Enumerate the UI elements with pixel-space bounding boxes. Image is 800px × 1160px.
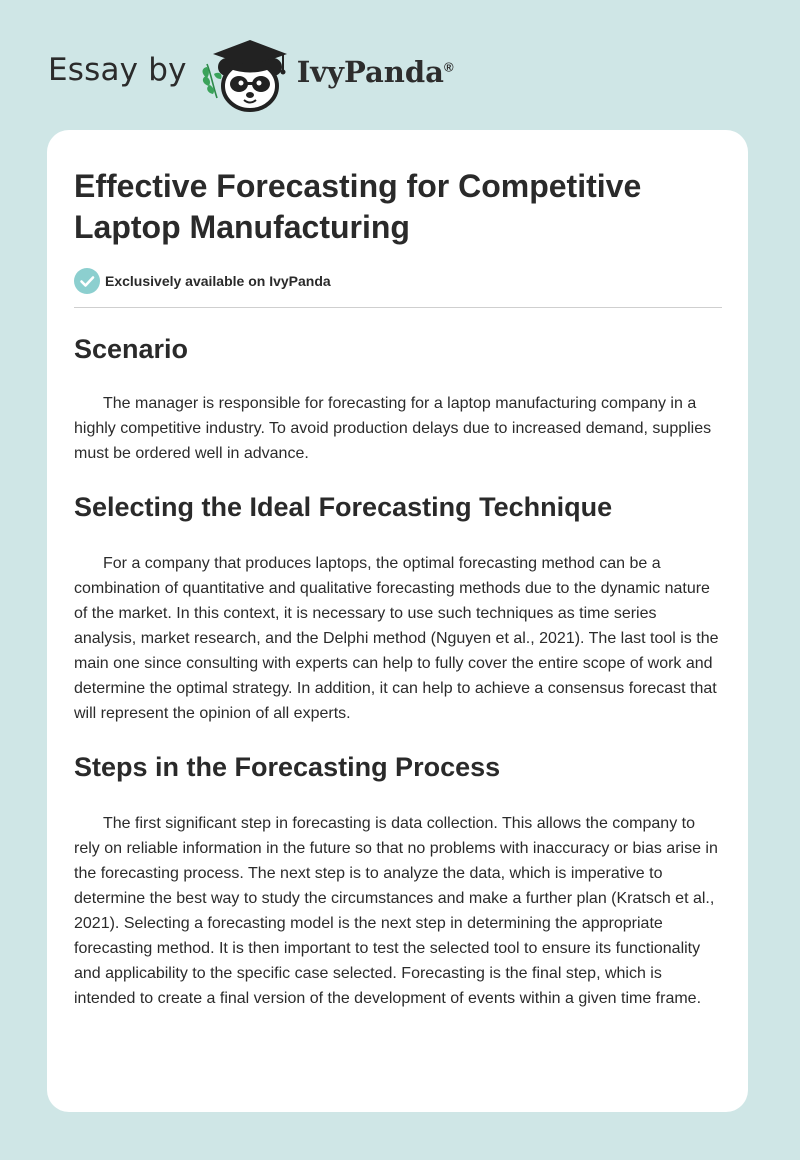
brand-header[interactable] bbox=[48, 34, 454, 114]
page-title: Effective Forecasting for Competitive Laptop Manufacturing bbox=[74, 168, 642, 245]
section-paragraph: For a company that produces laptops, the optimal forecasting method can be a combination of quantitative and qualitative forecasting methods due to the dynamic nature of the market. In this context, it is necessary to use such techniques as time series analysis, market research, and the Delphi method (Nguyen et al., 2021). The last tool is the main one since consulting with experts can help to fully cover the entire scope of work and determine the optimal strategy. In addition, it can help to achieve a consensus forecast that will represent the opinion of all experts. bbox=[74, 555, 719, 722]
brand-prefix: Essay by bbox=[48, 52, 187, 88]
exclusive-label: Exclusively available on IvyPanda bbox=[105, 273, 331, 289]
section-selecting-technique bbox=[74, 490, 722, 726]
registered-mark: ® bbox=[443, 59, 454, 75]
section-forecasting-steps bbox=[74, 750, 722, 1011]
section-heading: Scenario bbox=[74, 334, 189, 364]
brand-name: IvyPanda® bbox=[296, 55, 454, 89]
exclusive-badge bbox=[74, 268, 722, 308]
section-heading: Selecting the Ideal Forecasting Technique bbox=[74, 492, 613, 522]
check-circle-icon bbox=[74, 268, 100, 294]
essay-card bbox=[47, 130, 748, 1112]
section-scenario bbox=[74, 332, 722, 466]
section-heading: Steps in the Forecasting Process bbox=[74, 752, 501, 782]
panda-graduate-icon bbox=[199, 34, 295, 114]
section-paragraph: The first significant step in forecasting is data collection. This allows the company to rely on reliable information in the future so that no problems with inaccuracy or bias arise in the forecasting process. The next step is to analyze the data, which is imperative to determine the best way to study the circumstances and make a further plan (Kratsch et al., 2021). Selecting a forecasting model is the next step in determining the appropriate forecasting method. It is then important to test the selected tool to ensure its functionality and applicability to the specific case selected. Forecasting is the final step, which is intended to create a final version of the development of events within a given time frame. bbox=[74, 815, 718, 1007]
section-paragraph: The manager is responsible for forecasting for a laptop manufacturing company in a highly competitive industry. To avoid production delays due to increased demand, supplies must be ordered well in advance. bbox=[74, 395, 712, 462]
